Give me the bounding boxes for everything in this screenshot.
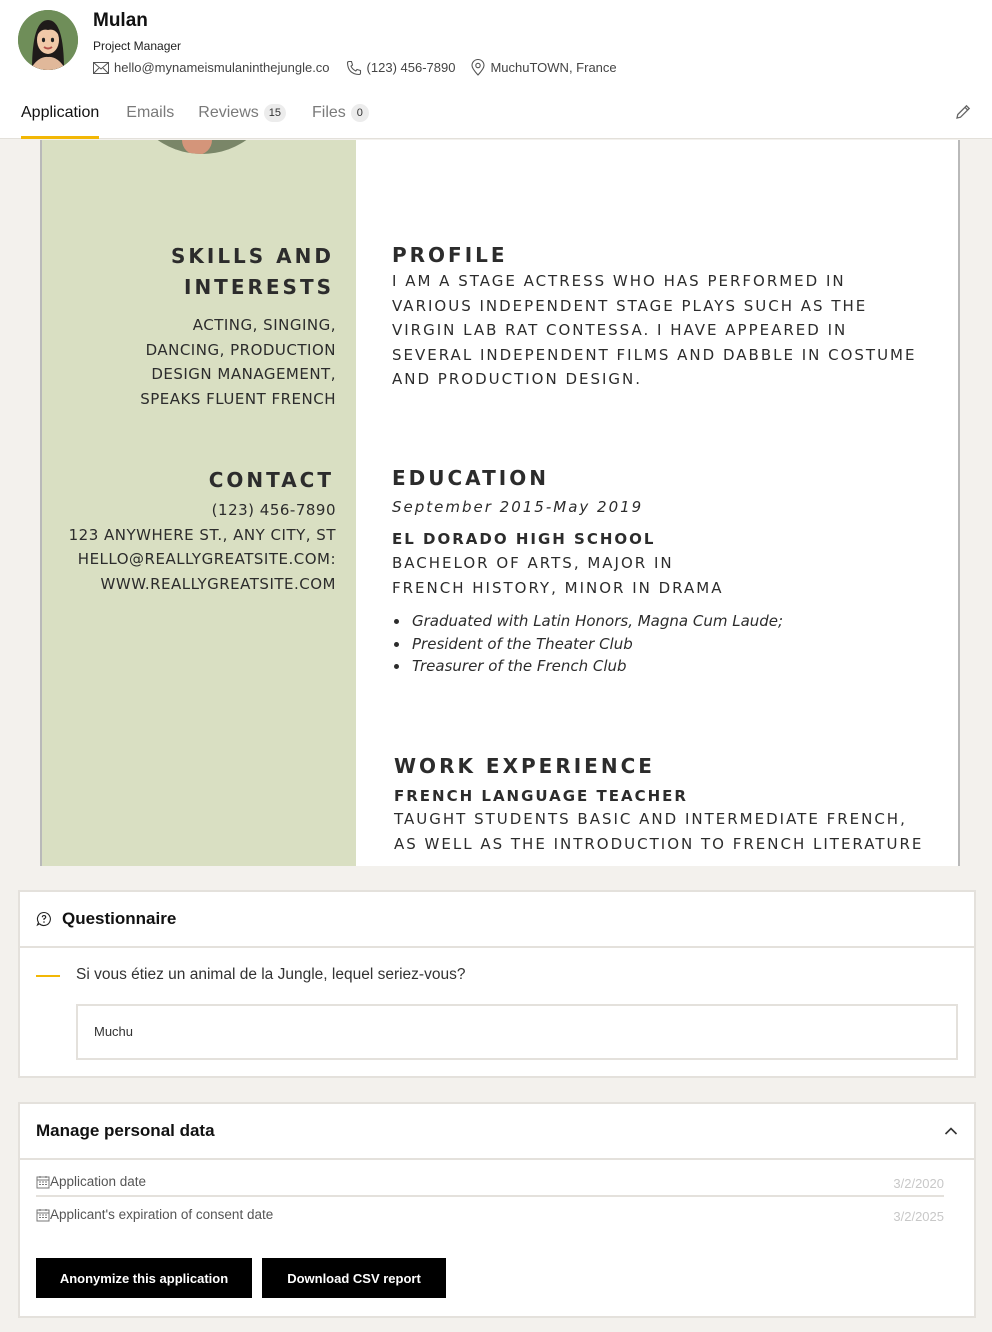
- skills-heading: [171, 241, 334, 303]
- job-line: AS WELL AS THE INTRODUCTION TO FRENCH LITERATURE: [394, 834, 924, 853]
- work-heading: WORK EXPERIENCE: [394, 754, 655, 778]
- job-text: [394, 807, 934, 856]
- calendar-icon: [36, 1208, 50, 1222]
- degree-line: BACHELOR OF ARTS, MAJOR IN: [392, 554, 674, 572]
- question-row: [20, 948, 974, 1004]
- questionnaire-title: Questionnaire: [62, 909, 177, 928]
- phone-contact[interactable]: [346, 60, 456, 76]
- contact-line: (123) 456-7890: [211, 501, 336, 519]
- reviews-count-badge: 15: [264, 104, 286, 122]
- chevron-up-icon[interactable]: [944, 1126, 958, 1136]
- candidate-name: Mulan: [93, 10, 148, 31]
- files-count-badge: 0: [351, 104, 369, 122]
- row-label: Applicant's expiration of consent date: [50, 1207, 274, 1222]
- profile-line: VARIOUS INDEPENDENT STAGE PLAYS SUCH AS THE: [392, 296, 868, 315]
- job-title: FRENCH LANGUAGE TEACHER: [394, 787, 688, 805]
- pencil-icon: [954, 103, 972, 121]
- honors-list: [392, 610, 932, 678]
- degree-line: FRENCH HISTORY, MINOR IN DRAMA: [392, 578, 724, 597]
- profile-line: SEVERAL INDEPENDENT FILMS AND DABBLE IN COSTUME: [392, 345, 917, 364]
- skills-text: [140, 313, 336, 411]
- questionnaire-header: [20, 892, 974, 948]
- tab-label: Reviews: [198, 104, 259, 121]
- candidate-role: Project Manager: [93, 39, 182, 53]
- application-date-row: [36, 1164, 944, 1197]
- contact-line: WWW.REALLYGREATSITE.COM: [100, 574, 336, 593]
- question-marker: [36, 975, 60, 977]
- contact-text: [69, 498, 336, 596]
- profile-line: I AM A STAGE ACTRESS WHO HAS PERFORMED IN: [392, 272, 846, 290]
- tab-label: Files: [312, 104, 346, 121]
- consent-expiration-label: [36, 1207, 273, 1222]
- skills-line: DANCING, PRODUCTION: [145, 340, 336, 359]
- skills-line: DESIGN MANAGEMENT,: [151, 365, 336, 384]
- tab-label: Emails: [126, 104, 175, 121]
- answer-field[interactable]: Muchu: [76, 1004, 958, 1060]
- profile-text: [392, 269, 932, 392]
- phone-text: (123) 456-7890: [366, 60, 456, 75]
- location-text: MuchuTOWN, France: [490, 60, 617, 75]
- calendar-icon: [36, 1175, 50, 1189]
- education-dates: September 2015-May 2019: [392, 498, 644, 516]
- tab-application[interactable]: [0, 96, 99, 139]
- profile-section: [392, 243, 932, 392]
- contact-heading: CONTACT: [208, 468, 334, 492]
- tab-reviews[interactable]: [177, 96, 286, 139]
- personal-data-title: Manage personal data: [36, 1121, 215, 1140]
- skills-line: ACTING, SINGING,: [192, 316, 336, 334]
- active-tab-indicator: [21, 136, 99, 139]
- tab-files[interactable]: [289, 96, 369, 139]
- edit-button[interactable]: [954, 103, 974, 123]
- location-pin-icon: [471, 59, 485, 76]
- tab-label: Application: [21, 104, 100, 121]
- contact-line: HELLO@REALLYGREATSITE.COM:: [77, 550, 336, 569]
- degree-text: [392, 551, 932, 600]
- skills-heading-line: SKILLS AND: [170, 244, 334, 268]
- consent-expiration-row: [36, 1197, 944, 1230]
- resume-photo: [132, 140, 272, 154]
- consent-expiration-value: 3/2/2025: [893, 1209, 944, 1224]
- skills-heading-line: INTERESTS: [184, 275, 334, 299]
- profile-line: VIRGIN LAB RAT CONTESSA. I HAVE APPEARED IN: [392, 321, 848, 340]
- honor-item: Treasurer of the French Club: [392, 655, 932, 678]
- resume-sidebar: [42, 140, 356, 866]
- avatar: [18, 10, 78, 70]
- download-csv-button[interactable]: Download CSV report: [262, 1258, 446, 1298]
- honor-item: President of the Theater Club: [392, 633, 932, 656]
- job-line: TAUGHT STUDENTS BASIC AND INTERMEDIATE FRENCH,: [394, 810, 907, 828]
- tab-emails[interactable]: [102, 96, 174, 139]
- contact-line: 123 ANYWHERE ST., ANY CITY, ST: [68, 525, 336, 544]
- honor-item: Graduated with Latin Honors, Magna Cum Laude;: [392, 610, 932, 633]
- education-section: [392, 466, 932, 678]
- email-text: hello@mynameismulaninthejungle.co: [114, 60, 330, 75]
- mail-icon: [93, 62, 109, 74]
- profile-line: AND PRODUCTION DESIGN.: [392, 370, 643, 389]
- work-section: [394, 754, 934, 856]
- candidate-header: [0, 0, 992, 139]
- school-name: EL DORADO HIGH SCHOOL: [392, 530, 656, 548]
- application-date-label: [36, 1174, 146, 1189]
- location-contact: [471, 59, 616, 76]
- row-label: Application date: [50, 1174, 147, 1189]
- personal-data-header[interactable]: [20, 1104, 974, 1160]
- contact-info: [93, 59, 633, 76]
- education-heading: EDUCATION: [392, 466, 549, 490]
- question-icon: [36, 911, 52, 927]
- skills-line: SPEAKS FLUENT FRENCH: [140, 389, 336, 408]
- tab-bar: [0, 96, 372, 139]
- profile-heading: PROFILE: [392, 243, 508, 267]
- email-contact[interactable]: [93, 60, 330, 75]
- application-date-value: 3/2/2020: [893, 1176, 944, 1191]
- phone-icon: [346, 60, 362, 76]
- anonymize-button[interactable]: Anonymize this application: [36, 1258, 252, 1298]
- questionnaire-panel: [18, 890, 976, 1078]
- resume-document: [40, 140, 960, 866]
- question-text: Si vous étiez un animal de la Jungle, lequel seriez-vous?: [76, 966, 466, 983]
